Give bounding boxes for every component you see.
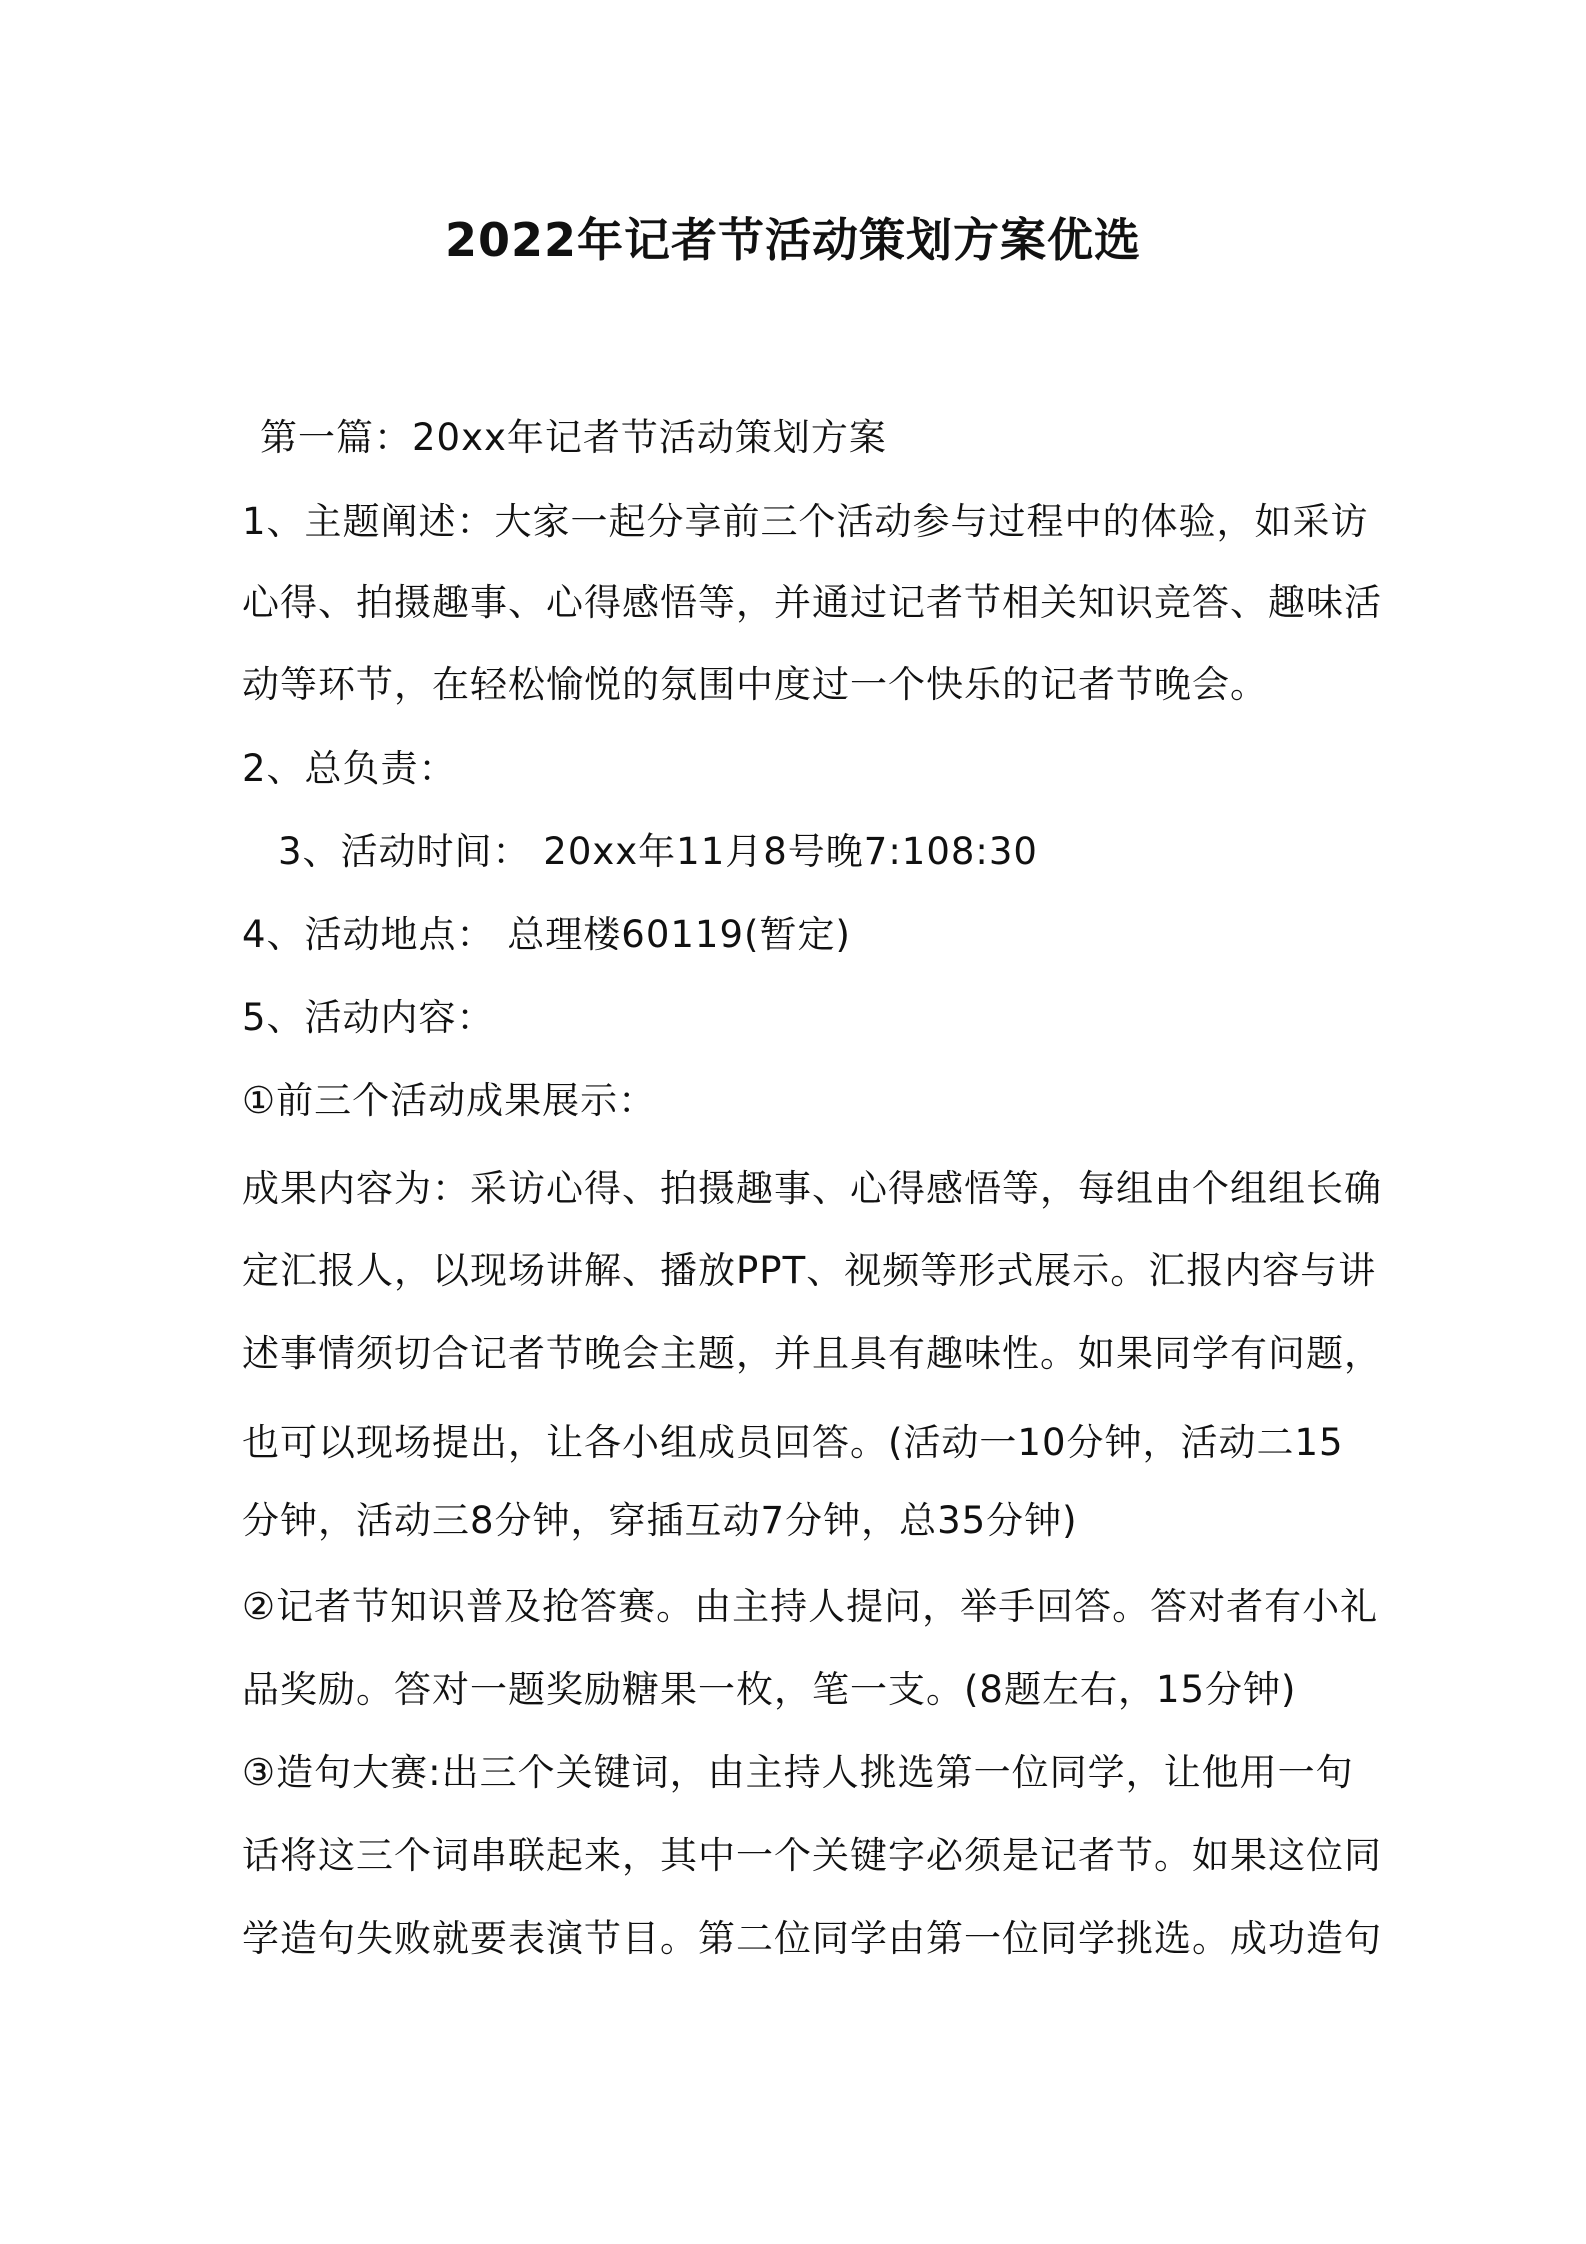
section-heading: 第一篇：20xx年记者节活动策划方案 [260,416,887,459]
paragraph-line: ③造句大赛:出三个关键词，由主持人挑选第一位同学，让他用一句 [242,1751,1354,1794]
paragraph-line: 5、活动内容： [242,996,495,1039]
document-title: 2022年记者节活动策划方案优选 [444,213,1142,267]
paragraph-line: 话将这三个词串联起来，其中一个关键字必须是记者节。如果这位同 [242,1834,1382,1877]
paragraph-line: ①前三个活动成果展示： [242,1079,657,1122]
paragraph-line: 1、主题阐述：大家一起分享前三个活动参与过程中的体验，如采访 [242,500,1369,543]
paragraph-line: ②记者节知识普及抢答赛。由主持人提问，举手回答。答对者有小礼 [242,1585,1379,1628]
paragraph-line: 动等环节，在轻松愉悦的氛围中度过一个快乐的记者节晚会。 [242,663,1268,706]
paragraph-line: 定汇报人，以现场讲解、播放PPT、视频等形式展示。汇报内容与讲 [242,1249,1377,1292]
paragraph-line: 成果内容为：采访心得、拍摄趣事、心得感悟等，每组由个组组长确 [242,1167,1382,1210]
paragraph-line: 学造句失败就要表演节目。第二位同学由第一位同学挑选。成功造句 [242,1917,1382,1960]
paragraph-line: 述事情须切合记者节晚会主题，并且具有趣味性。如果同学有问题， [242,1332,1382,1375]
paragraph-line: 也可以现场提出，让各小组成员回答。(活动一10分钟，活动二15 [242,1421,1344,1464]
paragraph-line: 2、总负责： [242,747,457,790]
paragraph-line: 分钟，活动三8分钟，穿插互动7分钟，总35分钟) [242,1499,1078,1542]
paragraph-line: 品奖励。答对一题奖励糖果一枚，笔一支。(8题左右，15分钟) [242,1668,1297,1711]
paragraph-line: 3、活动时间： 20xx年11月8号晚7:108:30 [278,830,1038,873]
paragraph-line: 4、活动地点： 总理楼60119(暂定) [242,913,851,956]
paragraph-line: 心得、拍摄趣事、心得感悟等，并通过记者节相关知识竞答、趣味活 [242,581,1382,624]
